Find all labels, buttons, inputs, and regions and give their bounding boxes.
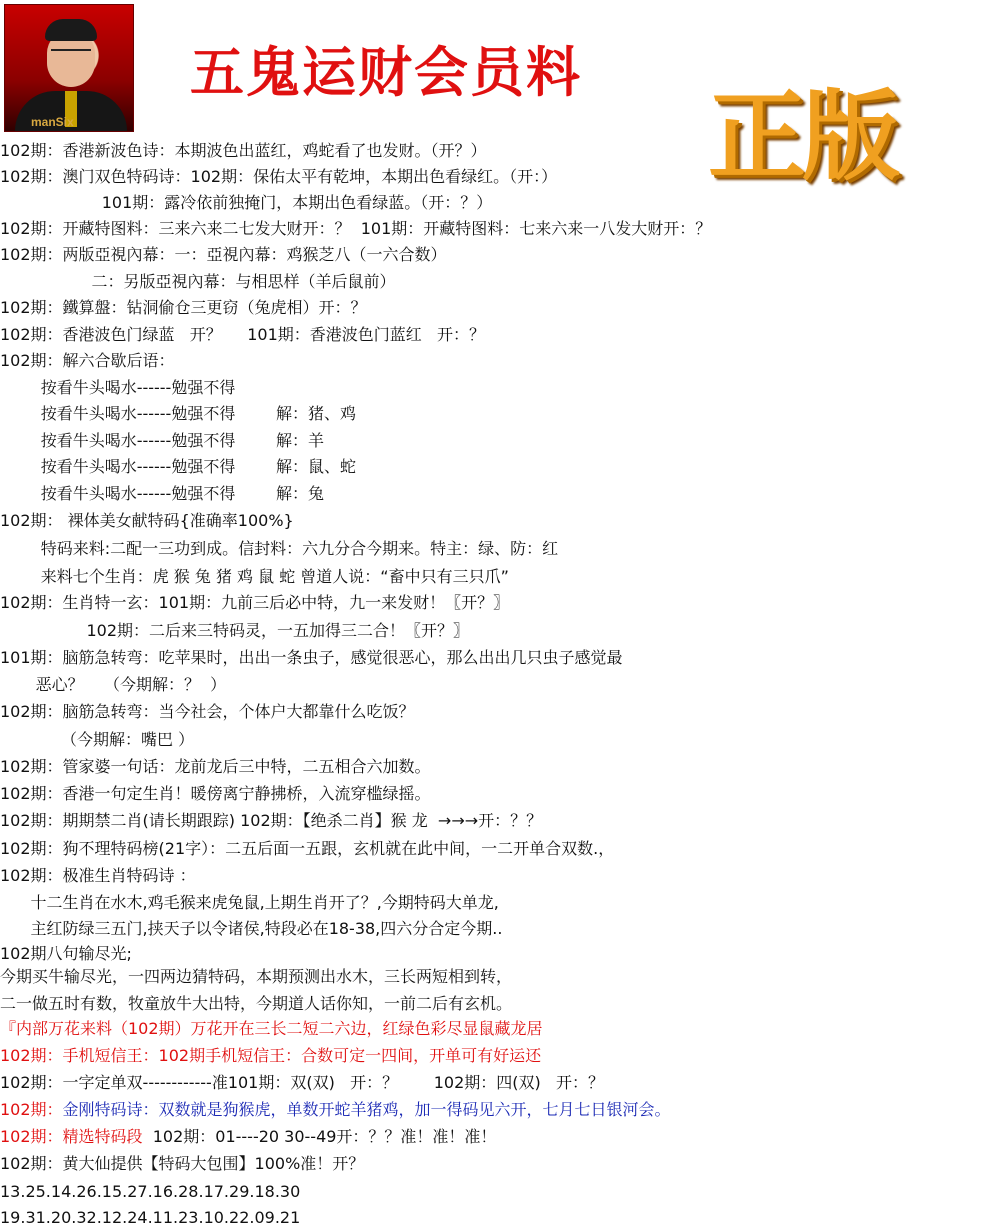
genuine-stamp: 正版 — [708, 80, 897, 194]
content-line: 102期：狗不理特码榜(21字）：二五后面一五跟，玄机就在此中间，一二开单合双数.， — [0, 839, 615, 858]
portrait-photo — [4, 4, 134, 132]
content-line: 按看牛头喝水------勉强不得 — [0, 378, 236, 397]
content-line: 102期：解六合歇后语： — [0, 351, 175, 370]
content-line: 按看牛头喝水------勉强不得 解：兔 — [0, 484, 325, 503]
content-line: 102期：鐵算盤：钻洞偷仓三更窃（兔虎相）开：？ — [0, 298, 367, 317]
content-line: 二：另版亞視內幕：与相思样（羊后鼠前） — [0, 272, 396, 291]
content-line: 恶心？ （今期解：？ ） — [0, 675, 227, 694]
content-line: 102期：两版亞視內幕：一：亞視內幕：鸡猴芝八（一六合数） — [0, 245, 447, 264]
content-line: 101期：露冷依前独掩门，本期出色看绿蓝。（开：？） — [0, 193, 493, 212]
content-line: （今期解：嘴巴 ） — [0, 730, 195, 749]
content-line: 102期：香港一句定生肖！暖傍离宁静拂桥，入流穿槛绿摇。 — [0, 784, 431, 803]
content-line: 102期：二后来三特码灵，一五加得三二合！〖开？〗 — [0, 621, 470, 640]
content-line: 『内部万花来料（102期）万花开在三长二短二六边，红绿色彩尽显鼠藏龙居 — [0, 1019, 543, 1038]
content-line: 13.25.14.26.15.27.16.28.17.29.18.30 — [0, 1182, 301, 1201]
content-line: 102期：手机短信王：102期手机短信王：合数可定一四间，开单可有好运还 — [0, 1046, 542, 1065]
content-line: 按看牛头喝水------勉强不得 解：羊 — [0, 431, 325, 450]
content-line: 102期：管家婆一句话：龙前龙后三中特，二五相合六加数。 — [0, 757, 431, 776]
content-line: 102期：开藏特图料：三来六来二七发大财开：？ 101期：开藏特图料：七来六来一八发大财开：？ — [0, 219, 712, 238]
content-line: 十二生肖在水木,鸡毛猴来虎兔鼠,上期生肖开了？,今期特码大单龙, — [0, 893, 499, 912]
content-line: 二一做五时有数，牧童放牛大出特，今期道人话你知，一前二后有玄机。 — [0, 994, 513, 1013]
content-line: 102期：生肖特一玄：101期：九前三后必中特，九一来发财！〖开？〗 — [0, 593, 510, 612]
content-line: 102期：香港新波色诗：本期波色出蓝红，鸡蛇看了也发财。（开？） — [0, 141, 487, 160]
content-line: 102期八句输尽光; — [0, 944, 132, 963]
content-line: 按看牛头喝水------勉强不得 解：猪、鸡 — [0, 404, 357, 423]
content-line: 102期：精选特码段 102期：01----20 30--49开：？？准！准！准！ — [0, 1127, 497, 1146]
content-line: 今期买牛输尽光，一四两边猜特码，本期预测出水木，三长两短相到转， — [0, 967, 513, 986]
content-line: 102期：金刚特码诗：双数就是狗猴虎，单数开蛇羊猪鸡，加一得码见六开，七月七日银河会。 — [0, 1100, 671, 1119]
content-line: 主红防绿三五门,挟天子以令诸侯,特段必在18-38,四六分合定今期.. — [0, 919, 503, 938]
content-line: 101期：脑筋急转弯：吃苹果时，出出一条虫子，感觉很恶心，那么出出几只虫子感觉最 — [0, 648, 623, 667]
content-line: 特码来料:二配一三功到成。信封料：六九分合今期来。特主：绿、防：红 — [0, 539, 559, 558]
content-line: 102期：香港波色门绿蓝 开？ 101期：香港波色门蓝红 开：？ — [0, 325, 486, 344]
content-line: 102期：一字定单双------------准101期：双(双) 开：？ 102期：四(双) 开：？ — [0, 1073, 604, 1092]
content-line: 102期：脑筋急转弯：当今社会，个体户大都靠什么吃饭？ — [0, 702, 415, 721]
content-line: 19.31.20.32.12.24.11.23.10.22.09.21 — [0, 1208, 301, 1227]
content-line: 102期： 裸体美女献特码{准确率100%} — [0, 511, 294, 530]
content-line: 102期：澳门双色特码诗：102期：保佑太平有乾坤，本期出色看绿红。（开：） — [0, 167, 558, 186]
content-line: 来料七个生肖：虎 猴 兔 猪 鸡 鼠 蛇 曾道人说：“畜中只有三只爪” — [0, 567, 509, 586]
content-line: 102期：极准生肖特码诗 ： — [0, 866, 196, 885]
photo-watermark: manSix — [31, 115, 74, 129]
page-title: 五鬼运财会员料 — [190, 41, 582, 104]
content-line: 102期：黄大仙提供【特码大包围】100%准！开？ — [0, 1154, 365, 1173]
content-line: 102期：期期禁二肖(请长期跟踪) 102期：【绝杀二肖】猴 龙 →→→开：？？ — [0, 811, 543, 830]
content-line: 按看牛头喝水------勉强不得 解：鼠、蛇 — [0, 457, 357, 476]
